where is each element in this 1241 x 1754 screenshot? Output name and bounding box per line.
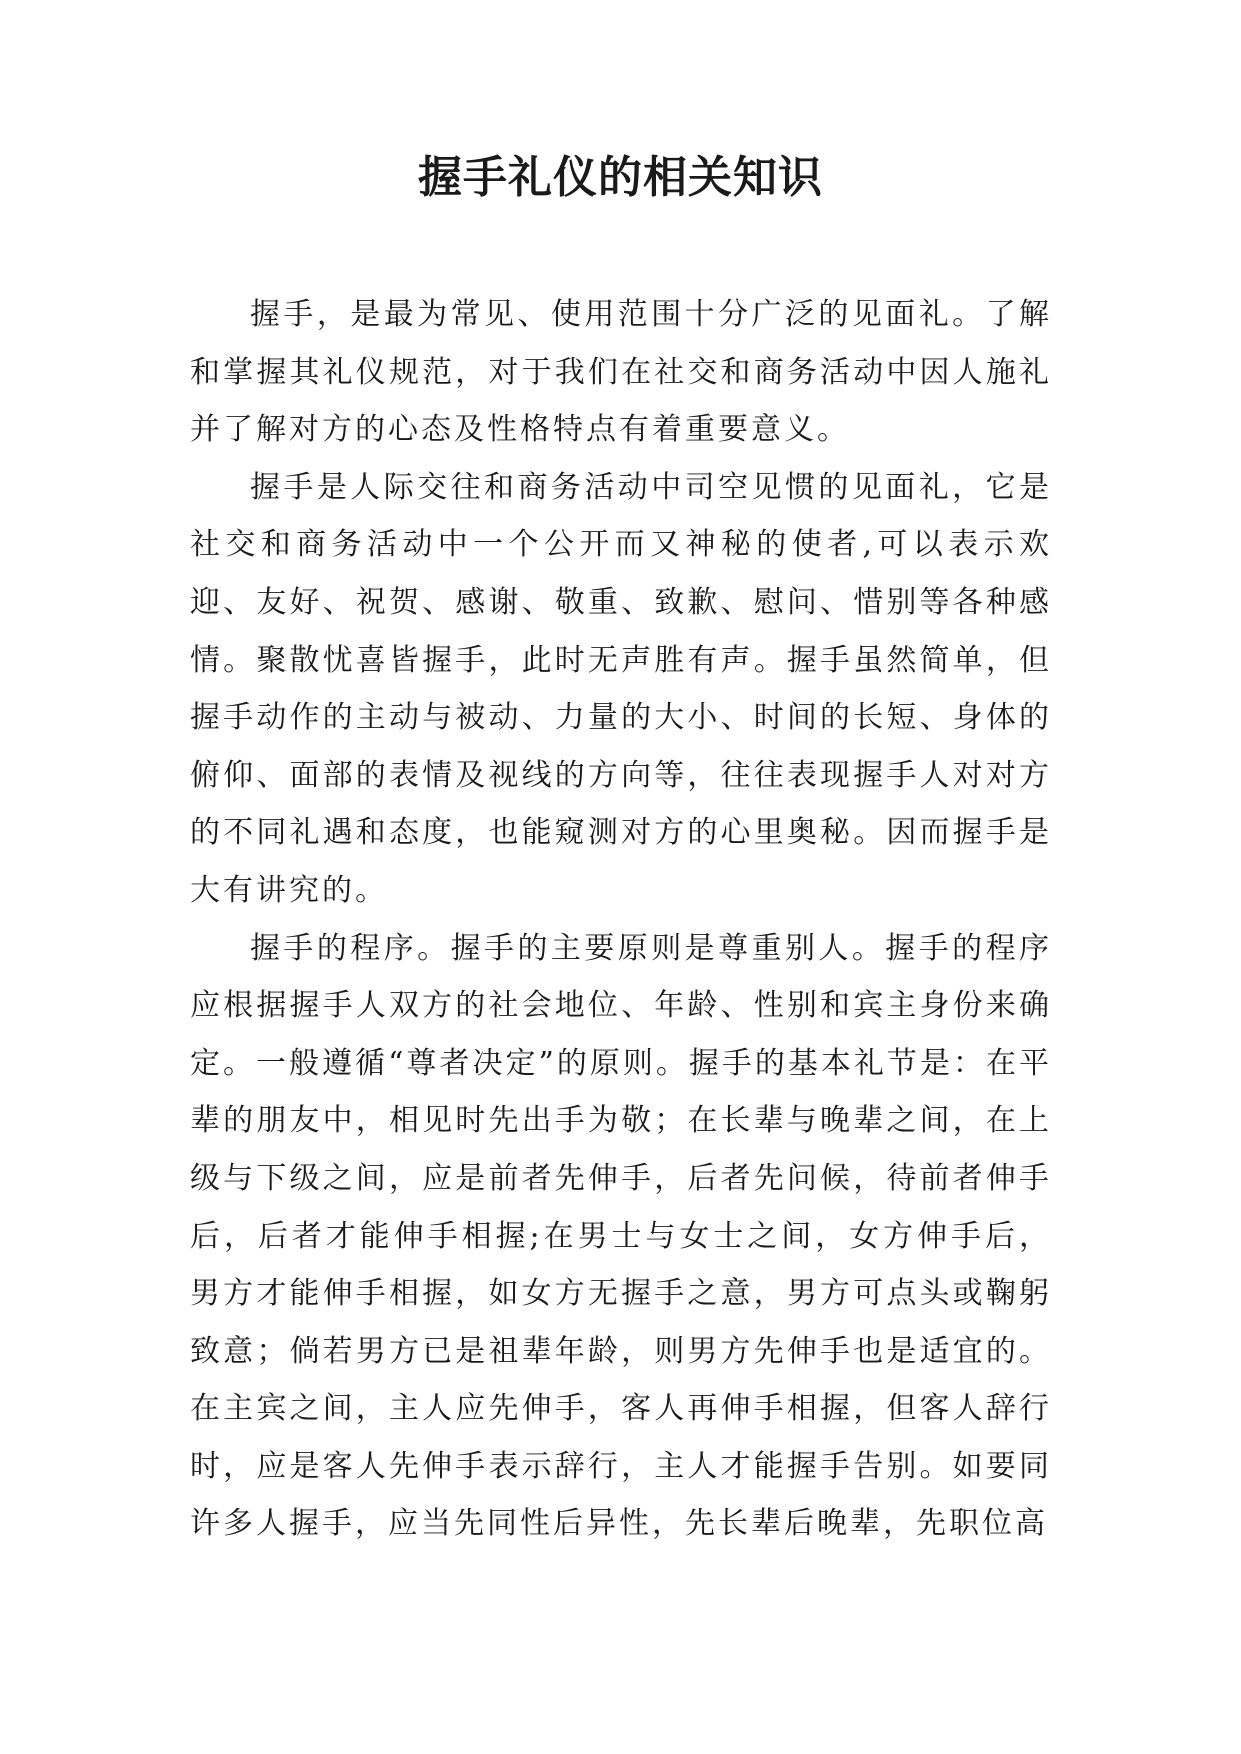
document-body	[190, 286, 1052, 1553]
paragraph-intro: 握手，是最为常见、使用范围十分广泛的见面礼。了解和掌握其礼仪规范，对于我们在社交和商务活动中因人施礼并了解对方的心态及性格特点有着重要意义。	[190, 297, 1052, 448]
document-title: 握手礼仪的相关知识	[418, 152, 823, 203]
paragraph-procedure: 握手的程序。握手的主要原则是尊重别人。握手的程序应根据握手人双方的社会地位、年龄、性别和宾主身份来确定。一般遵循“尊者决定”的原则。握手的基本礼节是：在平辈的朋友中，相见时先出手为敬；在长辈与晚辈之间，在上级与下级之间，应是前者先伸手，后者先问候，待前者伸手后，后者才能伸手相握;在男士与女士之间，女方伸手后，男方才能伸手相握，如女方无握手之意，男方可点头或鞠躬致意；倘若男方已是祖辈年龄，则男方先伸手也是适宜的。在主宾之间，主人应先伸手，客人再伸手相握，但客人辞行时，应是客人先伸手表示辞行，主人才能握手告别。如要同许多人握手，应当先同性后异性，先长辈后晚辈，先职位高	[190, 930, 1052, 1542]
paragraph-meaning: 握手是人际交往和商务活动中司空见惯的见面礼，它是社交和商务活动中一个公开而又神秘的使者,可以表示欢迎、友好、祝贺、感谢、敬重、致歉、慰问、惜别等各种感情。聚散忧喜皆握手，此时无声胜有声。握手虽然简单，但握手动作的主动与被动、力量的大小、时间的长短、身体的俯仰、面部的表情及视线的方向等，往往表现握手人对对方的不同礼遇和态度，也能窥测对方的心里奥秘。因而握手是大有讲究的。	[190, 469, 1052, 908]
